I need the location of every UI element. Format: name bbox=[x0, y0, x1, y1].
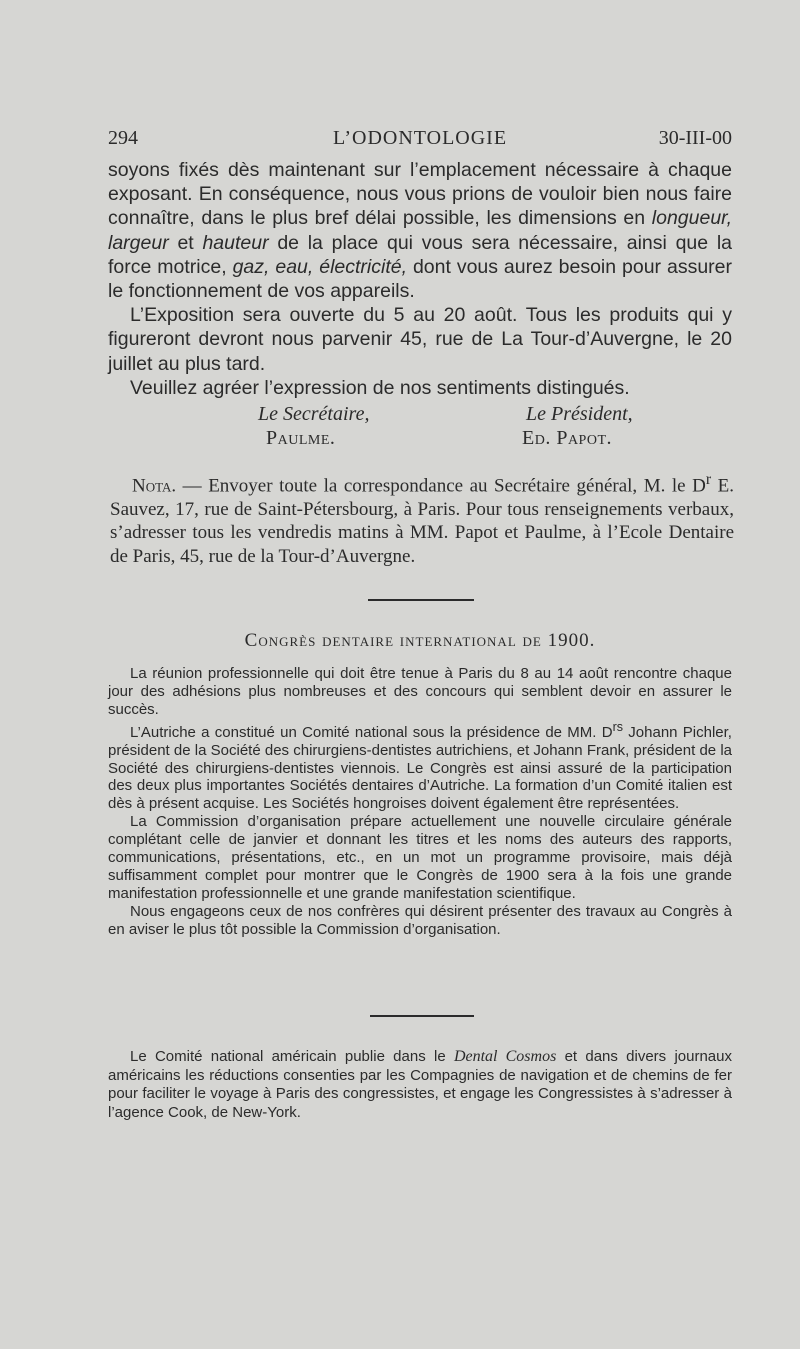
article-paragraph: L’Autriche a constitué un Comité national sous la présidence de MM. $D^{rs}$ Johann Pichler, président de la Société des chirurgiens-dentistes autrichiens, et Johann Frank, président de la Société des chirurgiens-dentistes viennois. Le Congrès est ainsi assuré de la participation des deux plus importantes Sociétés dentaires d’Autriche. La formation d’un Comité italien est dès à présent acquise. Les Sociétés hongroises doivent également être représentées. bbox=[108, 719, 732, 813]
congress-article bbox=[108, 665, 732, 939]
running-title: L’ODONTOLOGIE bbox=[332, 127, 508, 149]
page-header bbox=[108, 127, 732, 153]
secretary-title: Le Secrétaire, bbox=[258, 403, 370, 425]
section-divider bbox=[370, 1015, 474, 1017]
section-divider bbox=[368, 599, 474, 601]
article-paragraph: Nous engageons ceux de nos confrères qui désirent présenter des travaux au Congrès à en aviser le plus tôt possible la Commission d’organisation. bbox=[108, 902, 732, 938]
letter-body bbox=[108, 158, 732, 400]
article-paragraph: La Commission d’organisation prépare actuellement une nouvelle circulaire générale complétant celle de janvier et donnant les titres et les noms des auteurs des rapports, communications, présentations, etc., en un mot un programme provisoire, mais déjà suffisamment complet pour montrer que le Congrès de 1900 sera à la fois une grande manifestation professionnelle et une grande manifestation scientifique. bbox=[108, 813, 732, 902]
letter-paragraph: soyons fixés dès maintenant sur l’emplacement nécessaire à chaque exposant. En conséquence, nous vous prions de vouloir bien nous faire connaître, dans le plus bref délai possible, les dimensions en longueur, largeur et hauteur de la place qui vous sera nécessaire, ainsi que la force motrice, gaz, eau, électricité, dont vous aurez besoin pour assurer le fonctionnement de vos appareils. bbox=[108, 159, 733, 303]
section-title: Congrès dentaire international de 1900. bbox=[244, 630, 596, 651]
letter-paragraph: Veuillez agréer l’expression de nos sentiments distingués. bbox=[130, 376, 630, 399]
president-title: Le Président, bbox=[526, 403, 633, 425]
issue-date: 30-III-00 bbox=[658, 127, 732, 149]
signature-block bbox=[108, 402, 732, 450]
president-name: Ed. Papot. bbox=[522, 427, 613, 449]
page-number: 294 bbox=[108, 127, 138, 149]
final-note: Le Comité national américain publie dans le Dental Cosmos et dans divers journaux américains les réductions consenties par les Compagnies de navigation et de chemins de fer pour faciliter le voyage à Paris des congressistes, et engage les Congressistes à s’adresser à l’agence Cook, de New-York. bbox=[108, 1048, 732, 1121]
letter-paragraph: L’Exposition sera ouverte du 5 au 20 août. Tous les produits qui y figureront devront nous parvenir 45, rue de La Tour-d’Auvergne, le 20 juillet au plus tard. bbox=[108, 304, 732, 375]
article-paragraph: La réunion professionnelle qui doit être tenue à Paris du 8 au 14 août rencontre chaque jour des adhésions plus nombreuses et des concours qui semblent devoir en assurer le succès. bbox=[108, 665, 732, 718]
journal-title: Dental Cosmos bbox=[453, 1048, 557, 1065]
secretary-name: Paulme. bbox=[266, 427, 336, 449]
nota-label: Nota. bbox=[132, 475, 177, 497]
nota-note: Nota. — Envoyer toute la correspondance au Secrétaire général, M. le $D^r$ E. Sauvez, 17, rue de Saint-Pétersbourg, à Paris. Pour tous renseignements verbaux, s’adresser tous les vendredis matins à MM. Papot et Paulme, à l’Ecole Dentaire de Paris, 45, rue de la Tour-d’Auvergne. bbox=[110, 471, 734, 567]
